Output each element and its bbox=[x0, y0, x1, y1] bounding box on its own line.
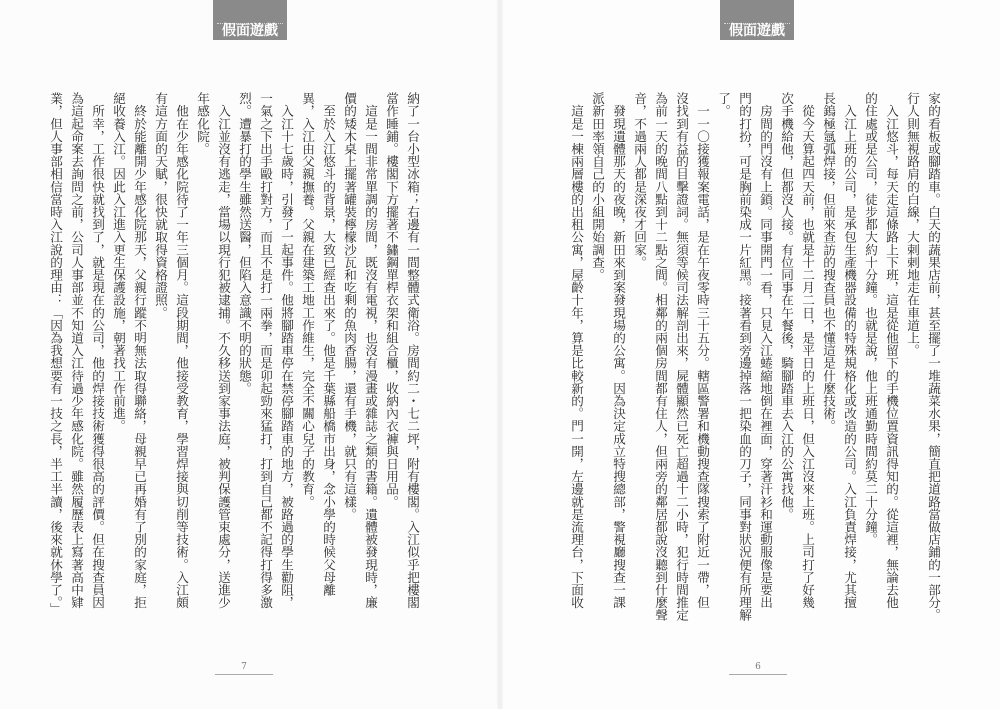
text-column: 這是一間非常單調的房間，既沒有電視，也沒有漫畫或雜誌之類的書籍。遺體被發現時，廉 bbox=[363, 92, 378, 609]
text-column: 至於入江悠斗的背景，大致已經查出來了。他是千葉縣船橋市出身，念小學的時候父母離 bbox=[321, 92, 336, 596]
text-column: 長鎢極氬弧焊接，但前來查訪的搜查員也不懂這是什麼技術。 bbox=[821, 92, 836, 433]
text-column: 門的打扮，可是胸前染成一片紅黑。接著看到旁邊掉落一把染血的刀子，同事對狀況便有所理解 bbox=[737, 92, 752, 622]
text-column: 為前一天的晚間八點到十二點之間。相鄰的兩個房間都有住人，但兩旁的鄰居都說沒聽到什麼聲 bbox=[653, 92, 668, 622]
text-column: 年感化院。 bbox=[195, 92, 210, 155]
text-column: 納了一台小型冰箱；右邊有一間整體式衛浴。房間約二・七二坪，附有樓閣。入江似乎把樓閣 bbox=[405, 92, 420, 609]
text-column: 房間的門沒有上鎖。同事開門一看，只見入江蜷縮地倒在裡面，穿著汗衫和運動服像是要出 bbox=[758, 92, 773, 609]
text-column: 業，但人事部相信當時入江說的理由：「因為我想要有一技之長，半工半讀，後來就休學了。」 bbox=[48, 92, 63, 615]
text-column: 入江上班的公司，是承包生產機器設備的特殊規格化或改造的公司。入江負責焊接，尤其擅 bbox=[842, 92, 857, 609]
text-column: 價的矮木桌上擺著罐裝檸檬沙瓦和吃剩的魚肉香腸，還有手機，就只有這樣。 bbox=[342, 92, 357, 521]
text-column: 為這起命案去詢問之前，公司人事部並不知道入江待過少年感化院。雖然履歷表上寫著高中肄 bbox=[69, 92, 84, 609]
text-column: 家的看板或腳踏車。白天的蔬果店前，甚至擺了一堆蔬菜水果，簡直把道路當做店鋪的一部分。 bbox=[926, 92, 941, 622]
text-column: 沒找到有益的目擊證詞。無須等候司法解剖出來，屍體顯然已死亡超過十二小時，犯行時間推定 bbox=[674, 92, 689, 622]
page-number: 7 bbox=[215, 662, 273, 675]
book-title: 假面遊戲 bbox=[222, 23, 278, 39]
text-column: 入江十七歲時，引發了一起事件。他將腳踏車停在禁停腳踏車的地方，被路過的學生勸阻， bbox=[279, 92, 294, 609]
text-column: 行人則無視路肩的白線，大剌剌地走在車道上。 bbox=[905, 92, 920, 357]
left-page-text bbox=[45, 92, 423, 642]
running-header bbox=[720, 0, 794, 40]
text-column: 有這方面的天賦，很快就取得資格證照。 bbox=[153, 92, 168, 319]
text-column: 當作睡鋪。樓閣下方擺著不鏽鋼單桿衣架和組合櫃，收納內衣褲與日用品。 bbox=[384, 92, 399, 508]
text-column: 發現遺體那天的夜晚，新田來到案發現場的公寓。因為決定成立特搜總部，警視廳搜查一課 bbox=[611, 92, 626, 609]
text-column: 派新田率領自己的小組開始調查。 bbox=[590, 92, 605, 281]
text-column: 絕收養入江。因此入江進入更生保護設施，朝著找工作前進。 bbox=[111, 92, 126, 433]
text-column: 從今天算起四天前，也就是十二月二日，是平日的上班日，但入江沒來上班。上司打了好幾 bbox=[800, 92, 815, 609]
text-column: 一氣之下出手毆打對方，而且不是打一兩拳，而是卯起勁來猛打，打到自己都不記得打得多激 bbox=[258, 92, 273, 609]
text-column: 一一〇接獲報案電話，是在午夜零時三十五分。轄區警署和機動搜查隊搜索了附近一帶，但 bbox=[695, 92, 710, 609]
book-title: 假面遊戲 bbox=[729, 23, 785, 39]
text-column: 終於能離開少年感化院那天，父親行蹤不明無法取得聯絡，母親早已再婚有了別的家庭，拒 bbox=[132, 92, 147, 609]
right-page bbox=[500, 0, 1000, 709]
text-column: 烈。遭暴打的學生雖然送醫，但陷入意識不明的狀態。 bbox=[237, 92, 252, 395]
text-column: 所幸，工作很快就找到了，就是現在的公司，他的焊接技術獲得很高的評價。但在搜查員因 bbox=[90, 92, 105, 609]
book-gutter bbox=[497, 0, 503, 709]
text-column: 這是一棟兩層樓的出租公寓，屋齡十年，算是比較新的。門一開，左邊就是流理台，下面收 bbox=[569, 92, 584, 609]
page-number: 6 bbox=[729, 662, 787, 675]
text-column: 音，不過兩人都是深夜才回家。 bbox=[632, 92, 647, 269]
text-column: 他在少年感化院待了一年三個月。這段期間，他接受教育，學習焊接與切削等技術。入江頗 bbox=[174, 92, 189, 609]
right-page-text bbox=[566, 92, 944, 642]
running-header bbox=[213, 0, 287, 40]
text-column: 了。 bbox=[716, 92, 731, 118]
text-column: 次手機給他，但都沒人接。有位同事在午餐後，騎腳踏車去入江的公寓找他。 bbox=[779, 92, 794, 521]
text-column: 異，入江由父親撫養。父親在建築工地工作維生，完全不關心兒子的教育。 bbox=[300, 92, 315, 508]
text-column: 的住處或是公司，徒步都大約十分鐘。也就是說，他上班通勤時間約莫二十分鐘。 bbox=[863, 92, 878, 546]
text-column: 入江並沒有逃走，當場以現行犯被逮捕。不久移送到家事法庭，被判保護管束處分，送進少 bbox=[216, 92, 231, 609]
text-column: 入江悠斗，每天走這條路上下班，這是從他留下的手機位置資訊得知的。從這裡，無論去他 bbox=[884, 92, 899, 609]
